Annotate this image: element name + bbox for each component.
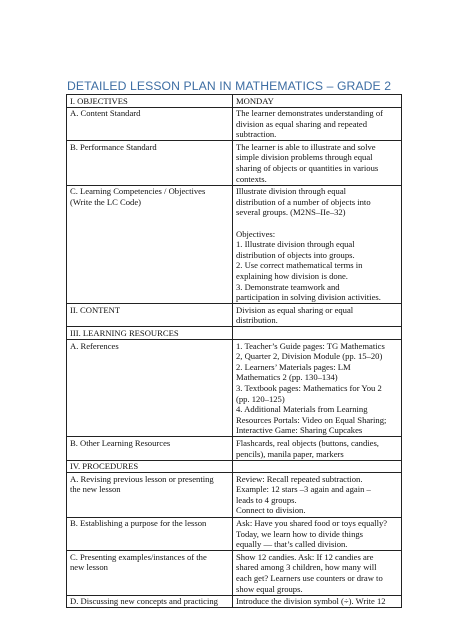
blank-line: [236, 218, 399, 229]
cell-line: 1. Teacher’s Guide pages: TG Mathematics: [236, 340, 385, 351]
cell-line: the new lesson: [70, 484, 121, 495]
cell-line: 2, Quarter 2, Division Module (pp. 15–20): [236, 351, 383, 362]
cell-line: distribution.: [236, 315, 278, 326]
cell-line: III. LEARNING RESOURCES: [70, 327, 179, 338]
cell-line: Ask: Have you shared food or toys equally?: [236, 518, 388, 529]
cell-line: Connect to division.: [236, 505, 306, 516]
table-row-procedures: [67, 460, 402, 473]
row-heading-cell: [67, 304, 233, 327]
row-heading-cell: [67, 517, 233, 551]
cell-line: Resources Portals: Video on Equal Sharing;: [236, 414, 387, 425]
lesson-plan-table: [66, 94, 402, 608]
cell-line: Division as equal sharing or equal: [236, 304, 354, 315]
table-row-other-resources: [67, 437, 402, 460]
row-content-cell: [233, 460, 402, 473]
row-content-cell: [233, 95, 402, 108]
table-row-references: [67, 340, 402, 437]
row-content-cell: [233, 473, 402, 517]
cell-line: Flashcards, real objects (buttons, candies,: [236, 437, 379, 448]
row-heading-cell: [67, 185, 233, 304]
cell-line: Interactive Game: Sharing Cupcakes: [236, 425, 363, 436]
cell-line: Mathematics 2 (pp. 130–134): [236, 372, 338, 383]
cell-line: 2. Use correct mathematical terms in: [236, 260, 363, 271]
cell-line: contexts.: [236, 173, 267, 184]
cell-line: A. References: [70, 340, 119, 351]
row-content-cell: [233, 551, 402, 595]
cell-line: I. OBJECTIVES: [70, 95, 128, 106]
row-heading-cell: [67, 473, 233, 517]
cell-line: each get? Learners use counters or draw to: [236, 573, 383, 584]
cell-line: II. CONTENT: [70, 304, 121, 315]
table-row-competencies: [67, 185, 402, 304]
row-content-cell: [233, 327, 402, 340]
cell-line: (Write the LC Code): [70, 196, 142, 207]
row-content-cell: [233, 517, 402, 551]
cell-line: D. Discussing new concepts and practicing: [70, 596, 218, 607]
cell-line: The learner is able to illustrate and solve: [236, 141, 376, 152]
cell-line: Introduce the division symbol (÷). Write 12: [236, 596, 386, 607]
cell-line: B. Other Learning Resources: [70, 437, 171, 448]
table-row-content: [67, 304, 402, 327]
row-heading-cell: [67, 340, 233, 437]
document-title: DETAILED LESSON PLAN IN MATHEMATICS – GRADE 2: [67, 79, 392, 93]
cell-line: B. Performance Standard: [70, 141, 157, 152]
row-heading-cell: [67, 551, 233, 595]
cell-line: MONDAY: [236, 95, 274, 106]
cell-line: 4. Additional Materials from Learning: [236, 404, 368, 415]
row-heading-cell: [67, 141, 233, 185]
cell-line: new lesson: [70, 562, 108, 573]
row-content-cell: [233, 595, 402, 608]
cell-line: B. Establishing a purpose for the lesson: [70, 518, 207, 529]
cell-line: C. Presenting examples/instances of the: [70, 551, 207, 562]
cell-line: Show 12 candies. Ask: If 12 candies are: [236, 551, 374, 562]
row-heading-cell: [67, 460, 233, 473]
row-content-cell: [233, 141, 402, 185]
row-heading-cell: [67, 95, 233, 108]
table-row-review: [67, 473, 402, 517]
row-heading-cell: [67, 595, 233, 608]
cell-line: distribution of a number of objects into: [236, 196, 371, 207]
row-content-cell: [233, 185, 402, 304]
table-row-learning-resources: [67, 327, 402, 340]
cell-line: subtraction.: [236, 129, 277, 140]
cell-line: distribution of objects into groups.: [236, 249, 355, 260]
cell-line: A. Revising previous lesson or presenting: [70, 473, 214, 484]
cell-line: leads to 4 groups.: [236, 494, 297, 505]
table-row-examples: [67, 551, 402, 595]
cell-line: Illustrate division through equal: [236, 186, 347, 197]
cell-line: 3. Demonstrate teamwork and: [236, 281, 340, 292]
cell-line: Review: Recall repeated subtraction.: [236, 473, 363, 484]
row-content-cell: [233, 304, 402, 327]
cell-line: simple division problems through equal: [236, 152, 373, 163]
row-content-cell: [233, 437, 402, 460]
cell-line: C. Learning Competencies / Objectives: [70, 186, 206, 197]
cell-line: show equal groups.: [236, 583, 303, 594]
cell-line: (pp. 120–125): [236, 393, 285, 404]
cell-line: IV. PROCEDURES: [70, 461, 139, 472]
cell-line: Example: 12 stars –3 again and again –: [236, 484, 371, 495]
cell-line: Objectives:: [236, 228, 276, 239]
cell-line: 3. Textbook pages: Mathematics for You 2: [236, 382, 382, 393]
table-row-performance-standard: [67, 141, 402, 185]
cell-line: Today, we learn how to divide things: [236, 528, 364, 539]
row-heading-cell: [67, 437, 233, 460]
row-heading-cell: [67, 107, 233, 141]
cell-line: The learner demonstrates understanding of: [236, 108, 383, 119]
row-content-cell: [233, 340, 402, 437]
cell-line: equally — that’s called division.: [236, 539, 348, 550]
cell-line: division as equal sharing and repeated: [236, 118, 368, 129]
row-content-cell: [233, 107, 402, 141]
table-row-content-standard: [67, 107, 402, 141]
row-heading-cell: [67, 327, 233, 340]
cell-line: shared among 3 children, how many will: [236, 562, 377, 573]
cell-line: explaining how division is done.: [236, 271, 348, 281]
cell-line: 1. Illustrate division through equal: [236, 239, 355, 250]
cell-line: sharing of objects or quantities in various: [236, 163, 379, 174]
table-row-objectives: [67, 95, 402, 108]
cell-line: several groups. (M2NS–IIe–32): [236, 207, 346, 218]
table-row-discussing: [67, 595, 402, 608]
cell-line: pencils), manila paper, markers: [236, 448, 344, 459]
cell-line: 2. Learners’ Materials pages: LM: [236, 361, 351, 372]
cell-line: participation in solving division activities.: [236, 292, 381, 303]
cell-line: A. Content Standard: [70, 108, 141, 119]
table-row-purpose: [67, 517, 402, 551]
